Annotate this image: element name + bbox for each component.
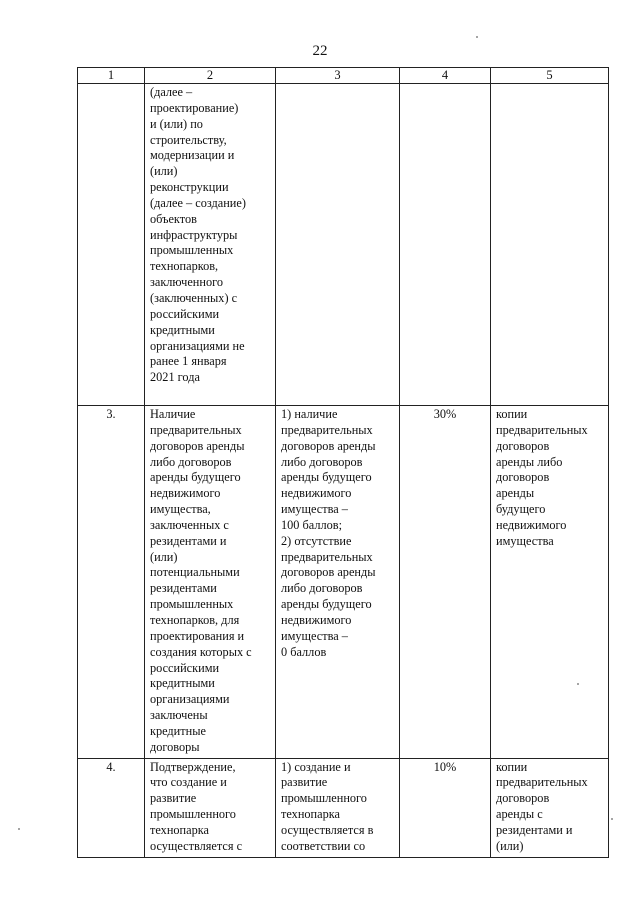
column-header-3: 3 <box>276 68 400 84</box>
scan-speck <box>611 818 613 820</box>
table-header <box>78 68 609 84</box>
row-number: 3. <box>78 406 145 759</box>
criterion-cell: (далее – проектирование) и (или) по строительству, модернизации и (или) реконструкции (далее – создание) объектов инфраструктуры промышленных технопарков, заключенного (заключенных) с российскими кредитными организациями не ранее 1 января 2021 года <box>145 84 276 406</box>
row-number <box>78 84 145 406</box>
weight-cell: 30% <box>400 406 491 759</box>
documents-cell: копии предварительных договоров аренды с резидентами и (или) <box>491 758 609 857</box>
documents-cell: копии предварительных договоров аренды либо договоров аренды будущего недвижимого имущества <box>491 406 609 759</box>
page-number: 22 <box>312 43 328 59</box>
scan-speck <box>476 36 478 38</box>
row-number: 4. <box>78 758 145 857</box>
criterion-cell: Наличие предварительных договоров аренды либо договоров аренды будущего недвижимого имущества, заключенных с резидентами и (или) потенциальными резидентами промышленных технопарков, для проектирования и создания которых с российскими кредитными организациями заключены кредитные договоры <box>145 406 276 759</box>
header-row <box>78 68 609 84</box>
table-row <box>78 758 609 857</box>
table-row <box>78 84 609 406</box>
documents-cell <box>491 84 609 406</box>
column-header-5: 5 <box>491 68 609 84</box>
column-header-4: 4 <box>400 68 491 84</box>
column-header-1: 1 <box>78 68 145 84</box>
scoring-cell: 1) наличие предварительных договоров аренды либо договоров аренды будущего недвижимого имущества – 100 баллов; 2) отсутствие предварительных договоров аренды либо договоров аренды будущего недвижимого имущества – 0 баллов <box>276 406 400 759</box>
scoring-cell: 1) создание и развитие промышленного технопарка осуществляется в соответствии со <box>276 758 400 857</box>
table-row <box>78 406 609 759</box>
scan-speck <box>577 683 579 685</box>
weight-cell <box>400 84 491 406</box>
weight-cell: 10% <box>400 758 491 857</box>
column-header-2: 2 <box>145 68 276 84</box>
scan-speck <box>18 828 20 830</box>
criterion-cell: Подтверждение, что создание и развитие промышленного технопарка осуществляется с <box>145 758 276 857</box>
scoring-cell <box>276 84 400 406</box>
criteria-table <box>77 67 609 858</box>
